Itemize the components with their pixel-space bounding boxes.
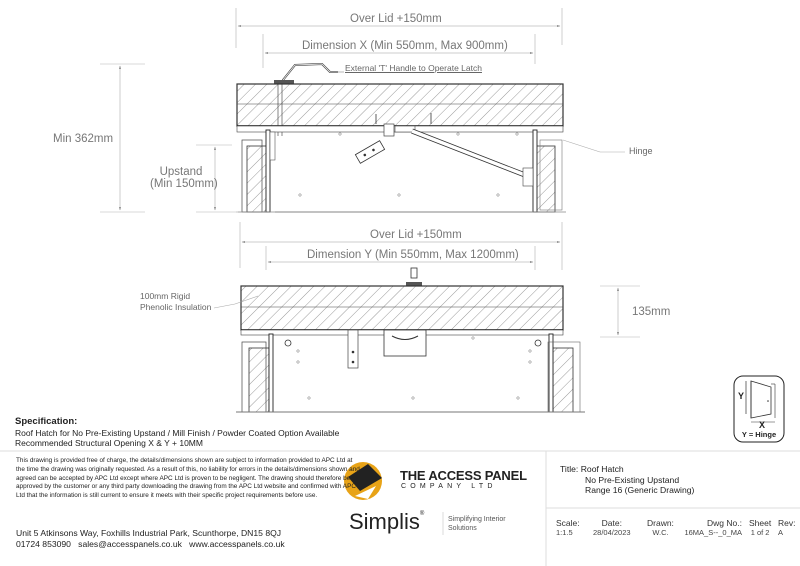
disclaimer-text: This drawing is provided free of charge, the details/dimensions shown are subject to information provided to APC Ltd at the time the drawing was originally requested. As a result of this, no liability for errors in the details/dimensions shown and agreed can be accepted by APC Ltd except where APC Ltd is proven to be negligent. The drawing should therefore be approved by the customer or any third party downloading the drawing from the APC Ltd website and confirmed with APC Ltd that the information is still current to ensure it meets with their specific project requirements before use.	[16, 457, 360, 500]
lid-thickness-label: 135mm	[632, 306, 671, 318]
min-height-label: Min 362mm	[53, 133, 114, 145]
specification-line-1: Roof Hatch for No Pre-Existing Upstand / Mill Finish / Powder Coated Option Available	[15, 428, 340, 438]
handle-note: External 'T' Handle to Operate Latch	[345, 63, 482, 73]
legend-y-label: Y	[738, 391, 745, 401]
legend-hinge-label: Y = Hinge	[741, 430, 777, 439]
website-link[interactable]: www.accesspanels.co.uk	[189, 539, 285, 549]
simplis-logo: Simplis®	[349, 509, 425, 534]
specification-heading: Specification:	[15, 416, 78, 427]
upstand-label: Upstand (Min 150mm)	[150, 166, 218, 190]
address: Unit 5 Atkinsons Way, Foxhills Industrial Park, Scunthorpe, DN15 8QJ	[16, 528, 282, 538]
dimension-y-label: Dimension Y (Min 550mm, Max 1200mm)	[307, 249, 519, 261]
over-lid-label-y: Over Lid +150mm	[370, 229, 462, 241]
date-cell: Date: 28/04/2023	[593, 518, 631, 537]
sheet-cell: Sheet 1 of 2	[749, 518, 772, 537]
company-subtitle: COMPANY LTD	[401, 483, 497, 490]
dimension-x-label: Dimension X (Min 550mm, Max 900mm)	[302, 40, 508, 52]
dwg-no-cell: Dwg No.: 16MA_S--_0_MA	[684, 518, 742, 537]
insulation-note: 100mm Rigid Phenolic Insulation	[140, 291, 212, 312]
title-block: Title: Roof Hatch No Pre-Existing Upstand Range 16 (Generic Drawing)	[560, 464, 695, 495]
email-link[interactable]: sales@accesspanels.co.uk	[78, 539, 182, 549]
hinge-note: Hinge	[629, 146, 653, 156]
scale-cell: Scale: 1:1.5	[556, 518, 580, 537]
phone: 01724 853090	[16, 539, 71, 549]
title-value: Roof Hatch	[580, 464, 624, 474]
drawn-cell: Drawn: W.C.	[647, 518, 674, 537]
rev-cell: Rev: A	[778, 518, 796, 537]
contact-block	[16, 528, 285, 550]
legend-x-label: X	[759, 420, 766, 430]
over-lid-label-x: Over Lid +150mm	[350, 13, 442, 25]
simplis-tagline: Simplifying Interior Solutions	[448, 516, 506, 532]
specification-line-2: Recommended Structural Opening X & Y + 10MM	[15, 438, 203, 448]
company-name: THE ACCESS PANEL	[400, 468, 527, 483]
